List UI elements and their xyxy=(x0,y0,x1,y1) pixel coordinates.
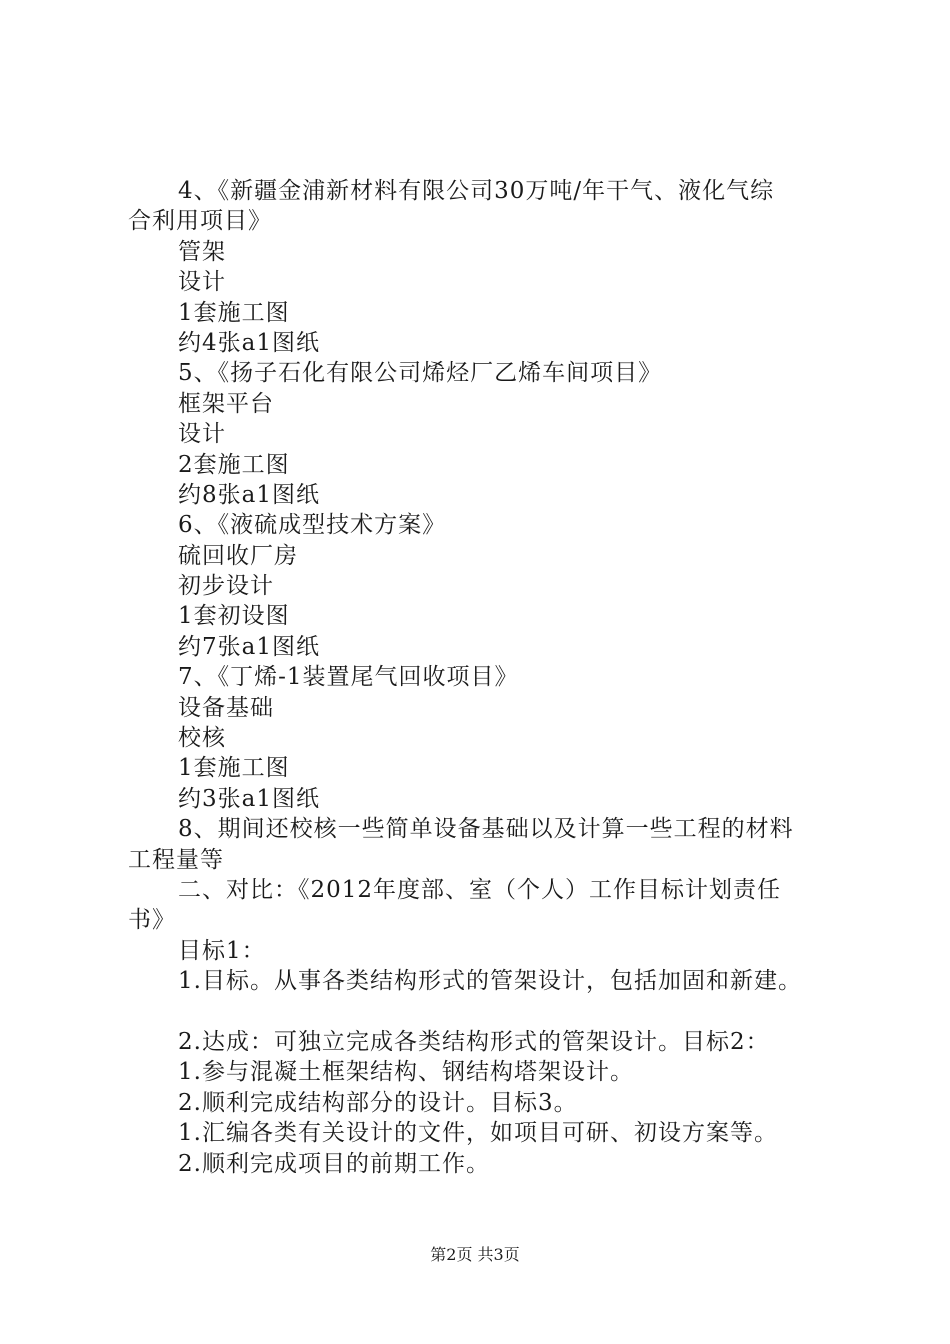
text-line: 二、对比：《2012年度部、室（个人）工作目标计划责任 xyxy=(178,876,782,903)
text-line: 约7张a1图纸 xyxy=(178,633,320,660)
text-line: 初步设计 xyxy=(178,573,274,600)
text-line: 设备基础 xyxy=(178,694,274,721)
text-line: 1.参与混凝土框架结构、钢结构塔架设计。 xyxy=(178,1059,634,1086)
text-line: 1.目标。从事各类结构形式的管架设计，包括加固和新建。 xyxy=(178,968,802,995)
text-line: 5、《扬子石化有限公司烯烃厂乙烯车间项目》 xyxy=(178,360,663,387)
text-line: 1套施工图 xyxy=(178,755,290,782)
text-line: 1套施工图 xyxy=(178,299,290,326)
text-line: 校核 xyxy=(178,725,226,752)
page-footer xyxy=(0,1244,950,1266)
document-body xyxy=(128,176,848,1179)
text-line: 硫回收厂房 xyxy=(178,542,298,569)
text-line: 2.顺利完成结构部分的设计。目标3。 xyxy=(178,1089,578,1116)
text-line: 目标1： xyxy=(178,937,266,964)
text-line: 2套施工图 xyxy=(178,451,290,478)
text-line: 2.顺利完成项目的前期工作。 xyxy=(178,1150,490,1177)
text-line: 6、《液硫成型技术方案》 xyxy=(178,512,447,539)
text-line: 框架平台 xyxy=(178,390,274,417)
text-line: 合利用项目》 xyxy=(128,208,272,235)
text-line: 管架 xyxy=(178,238,226,265)
text-line: 4、《新疆金浦新材料有限公司30万吨/年干气、液化气综 xyxy=(178,178,775,204)
text-line: 设计 xyxy=(178,421,226,448)
text-line: 设计 xyxy=(178,269,226,296)
page-number-label: 第2页 共3页 xyxy=(430,1245,520,1264)
blank-line xyxy=(128,997,848,1027)
text-line: 1套初设图 xyxy=(178,603,290,630)
text-line: 约4张a1图纸 xyxy=(178,329,320,356)
text-line: 8、期间还校核一些简单设备基础以及计算一些工程的材料 xyxy=(178,816,794,843)
text-line: 2.达成：可独立完成各类结构形式的管架设计。目标2： xyxy=(178,1028,770,1055)
text-line: 工程量等 xyxy=(128,846,224,873)
text-line: 7、《丁烯-1装置尾气回收项目》 xyxy=(178,664,519,691)
text-line: 书》 xyxy=(128,907,176,934)
text-line: 约3张a1图纸 xyxy=(178,785,320,812)
text-line: 1.汇编各类有关设计的文件，如项目可研、初设方案等。 xyxy=(178,1120,778,1147)
text-line: 约8张a1图纸 xyxy=(178,481,320,508)
